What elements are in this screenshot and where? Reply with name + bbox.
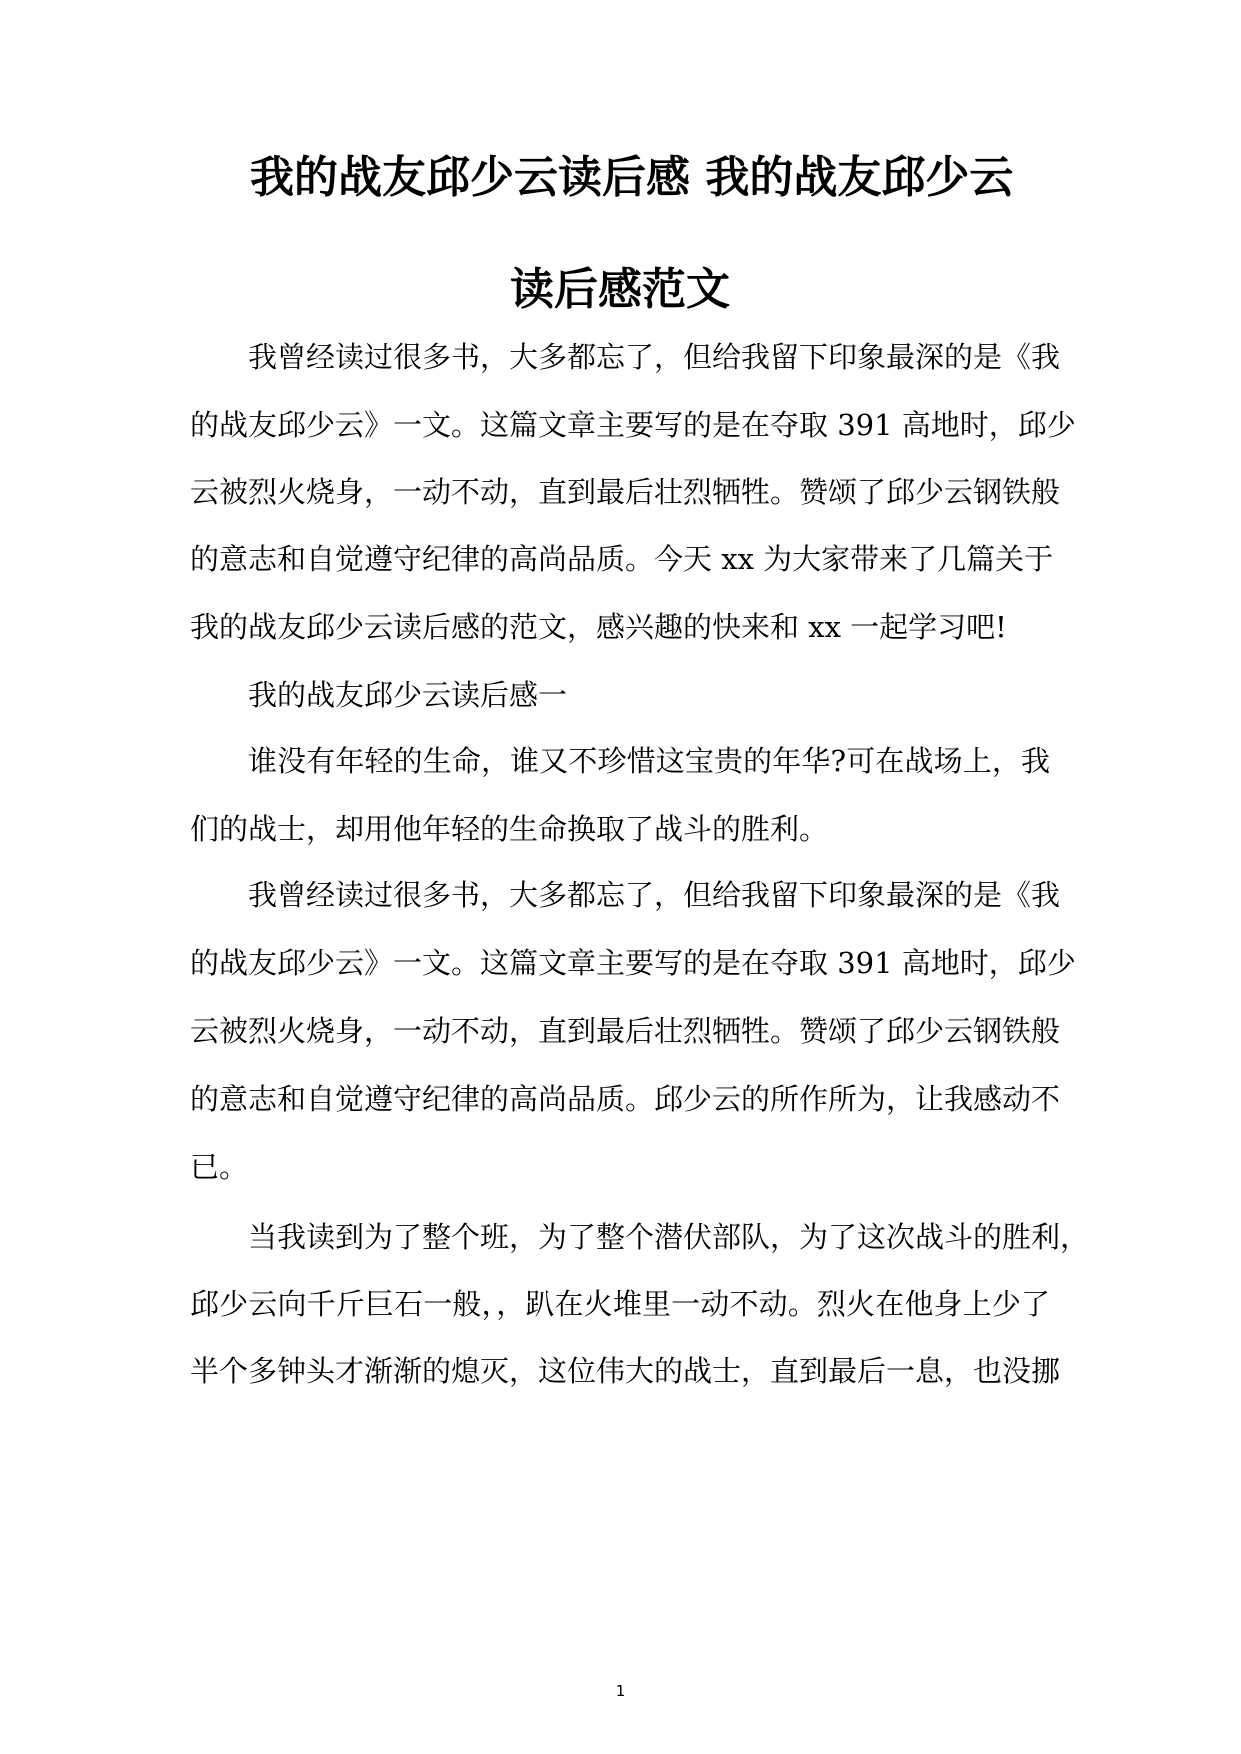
paragraph-4-line-3: 半个多钟头才渐渐的熄灭，这位伟大的战士，直到最后一息，也没挪 xyxy=(190,1354,1061,1388)
paragraph-2-line-1: 谁没有年轻的生命，谁又不珍惜这宝贵的年华?可在战场上，我 xyxy=(248,744,1050,778)
page-number: 1 xyxy=(615,1682,626,1700)
section-heading: 我的战友邱少云读后感一 xyxy=(248,678,568,712)
paragraph-1-line-3: 云被烈火烧身，一动不动，直到最后壮烈牺牲。赞颂了邱少云钢铁般 xyxy=(190,475,1061,509)
paragraph-3-line-5: 已。 xyxy=(190,1150,249,1184)
paragraph-2-line-2: 们的战士，却用他年轻的生命换取了战斗的胜利。 xyxy=(190,812,829,846)
paragraph-3-line-3: 云被烈火烧身，一动不动，直到最后壮烈牺牲。赞颂了邱少云钢铁般 xyxy=(190,1014,1061,1048)
paragraph-1-line-5: 我的战友邱少云读后感的范文，感兴趣的快来和 xx 一起学习吧! xyxy=(190,610,1007,644)
paragraph-4-line-1: 当我读到为了整个班，为了整个潜伏部队，为了这次战斗的胜利， xyxy=(248,1220,1090,1254)
paragraph-1-line-2: 的战友邱少云》一文。这篇文章主要写的是在夺取 391 高地时，邱少 xyxy=(190,408,1076,442)
document-title-line-1: 我的战友邱少云读后感 我的战友邱少云 xyxy=(250,152,1014,203)
paragraph-1-line-4: 的意志和自觉遵守纪律的高尚品质。今天 xx 为大家带来了几篇关于 xyxy=(190,542,1054,576)
paragraph-3-line-4: 的意志和自觉遵守纪律的高尚品质。邱少云的所作所为，让我感动不 xyxy=(190,1082,1061,1116)
paragraph-1-line-1: 我曾经读过很多书，大多都忘了，但给我留下印象最深的是《我 xyxy=(248,340,1061,374)
paragraph-3-line-1: 我曾经读过很多书，大多都忘了，但给我留下印象最深的是《我 xyxy=(248,878,1061,912)
document-title-line-2: 读后感范文 xyxy=(510,264,730,315)
paragraph-4-line-2: 邱少云向千斤巨石一般，，趴在火堆里一动不动。烈火在他身上少了 xyxy=(190,1287,1050,1321)
paragraph-3-line-2: 的战友邱少云》一文。这篇文章主要写的是在夺取 391 高地时，邱少 xyxy=(190,946,1076,980)
